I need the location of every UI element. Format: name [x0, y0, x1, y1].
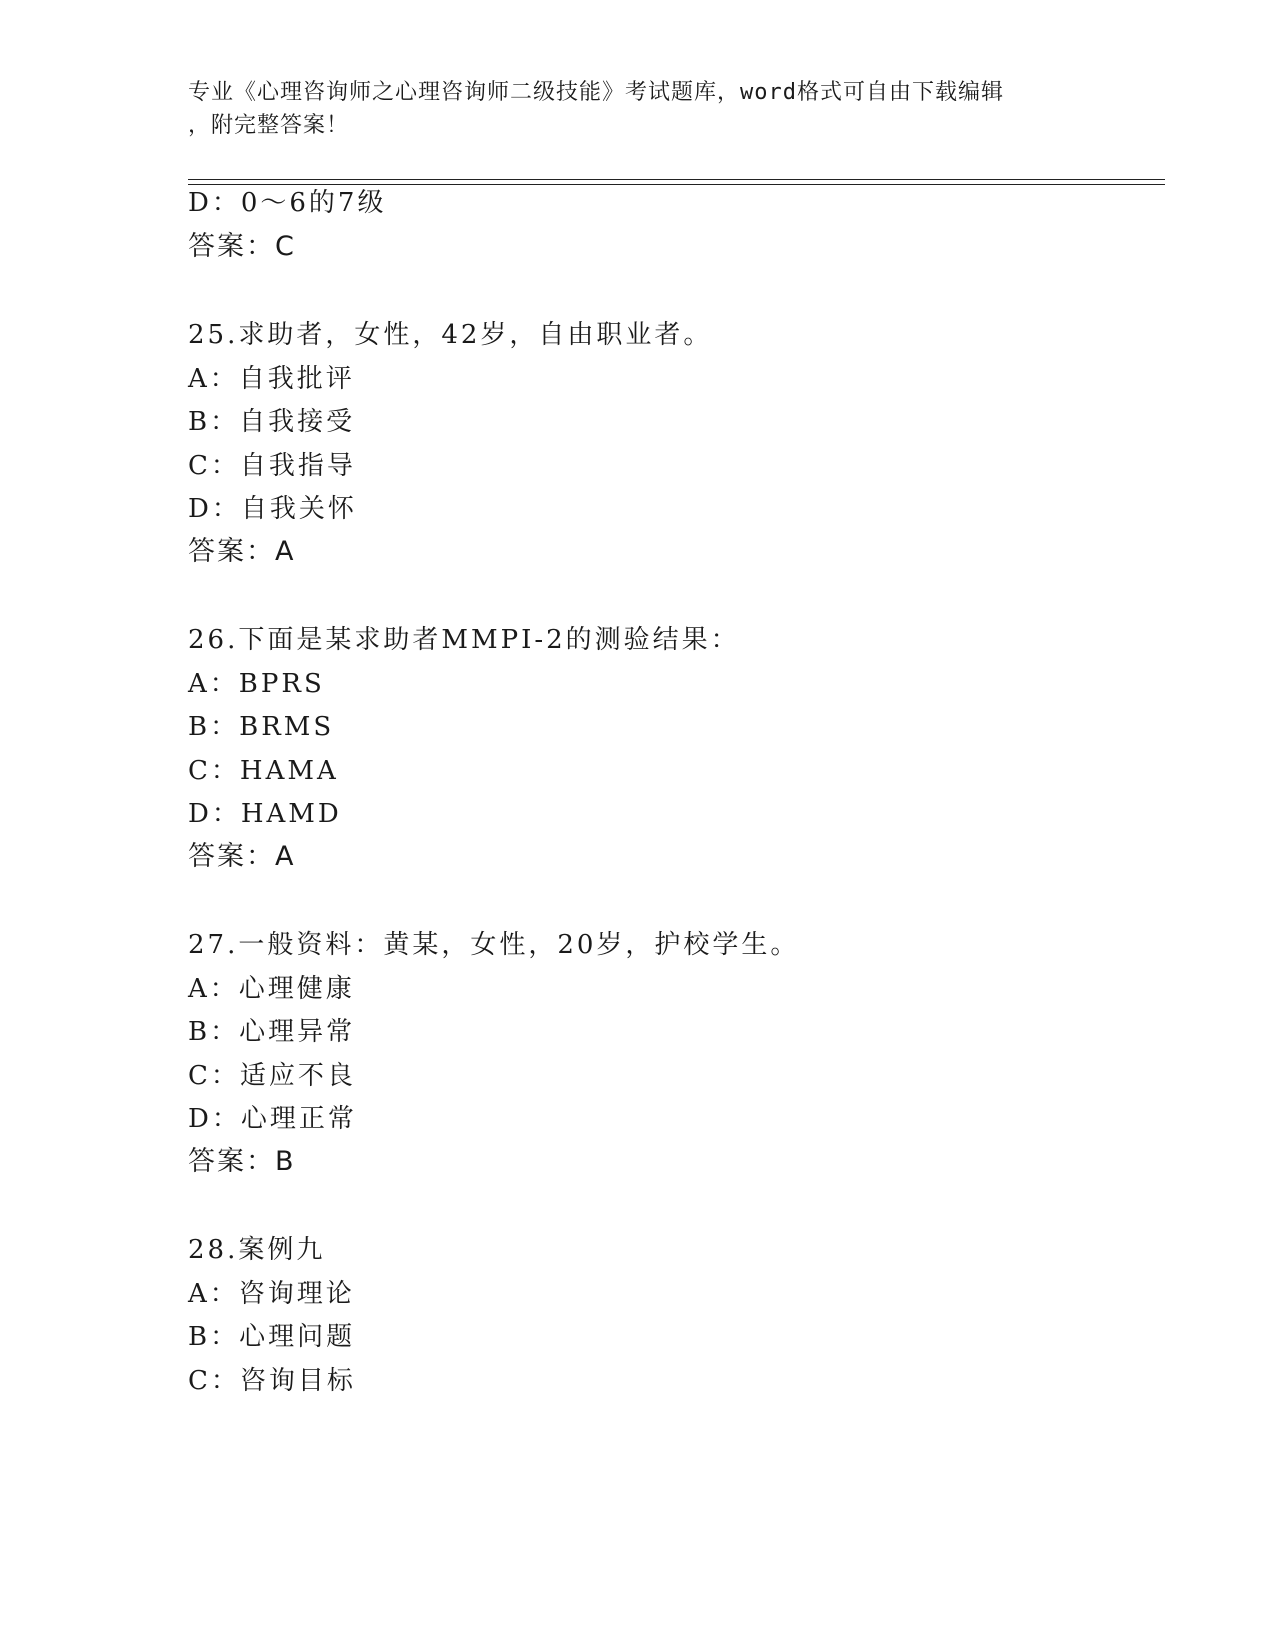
question-26-answer: 答案：A — [188, 841, 296, 872]
question-27-option-b: B：心理异常 — [188, 1017, 356, 1047]
document-header — [188, 76, 1088, 142]
question-26-stem: 26.下面是某求助者MMPI-2的测验结果： — [188, 625, 740, 655]
question-26-option-c: C：HAMA — [188, 756, 339, 786]
question-27-option-c: C：适应不良 — [188, 1061, 356, 1091]
header-divider-bottom — [188, 184, 1165, 185]
header-line-2: ，附完整答案！ — [188, 113, 350, 138]
question-28-stem: 28.案例九 — [188, 1235, 326, 1265]
header-line-1: 专业《心理咨询师之心理咨询师二级技能》考试题库，word格式可自由下载编辑 — [188, 80, 1004, 105]
question-27-answer: 答案：B — [188, 1146, 296, 1177]
question-27-option-a: A：心理健康 — [188, 974, 355, 1004]
option-d-carryover: D：0～6的7级 — [188, 188, 387, 218]
question-25-option-b: B：自我接受 — [188, 407, 356, 437]
question-26-option-b: B：BRMS — [188, 712, 335, 742]
question-25-option-a: A：自我批评 — [188, 364, 355, 394]
answer-carryover: 答案：C — [188, 231, 296, 262]
question-27-stem: 27.一般资料：黄某，女性，20岁，护校学生。 — [188, 930, 800, 960]
header-divider-top — [188, 179, 1165, 180]
question-28-option-c: C：咨询目标 — [188, 1366, 356, 1396]
question-25-stem: 25.求助者，女性，42岁，自由职业者。 — [188, 320, 713, 350]
question-27-option-d: D：心理正常 — [188, 1104, 357, 1134]
question-26-option-d: D：HAMD — [188, 799, 342, 829]
question-26-option-a: A：BPRS — [188, 669, 325, 699]
question-28-option-b: B：心理问题 — [188, 1322, 356, 1352]
question-25-option-c: C：自我指导 — [188, 451, 356, 481]
question-25-answer: 答案：A — [188, 536, 296, 567]
question-25-option-d: D：自我关怀 — [188, 494, 357, 524]
question-28-option-a: A：咨询理论 — [188, 1279, 355, 1309]
